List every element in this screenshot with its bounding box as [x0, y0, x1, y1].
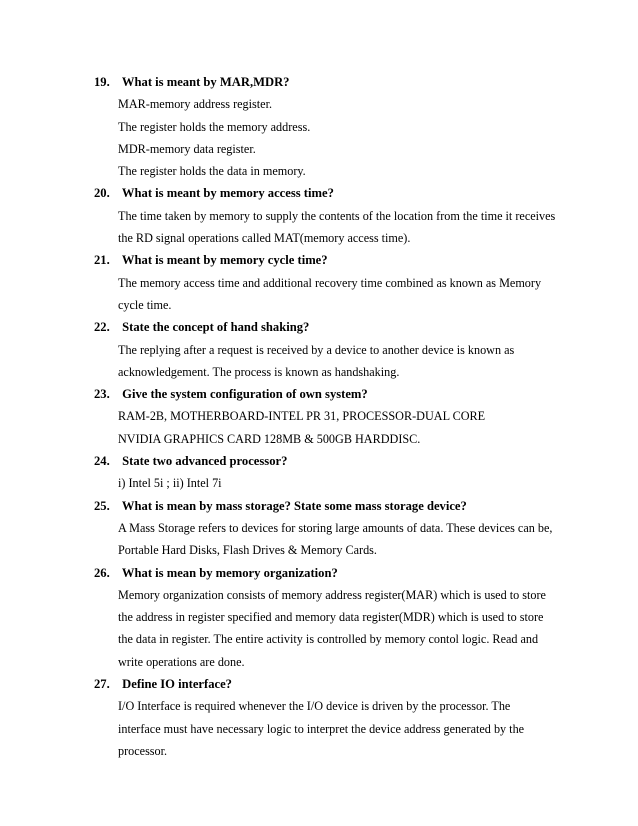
qa-item — [94, 673, 584, 762]
question-number: 25. — [94, 498, 110, 513]
answer-line: NVIDIA GRAPHICS CARD 128MB & 500GB HARDDISC. — [118, 431, 421, 446]
answer — [94, 584, 584, 673]
answer-line: The memory access time and additional recovery time combined as known as Memory — [118, 275, 542, 290]
question-heading — [94, 562, 584, 584]
qa-item — [94, 316, 584, 383]
answer-line: A Mass Storage refers to devices for storing large amounts of data. These devices can be, — [118, 520, 553, 535]
answer-line: The time taken by memory to supply the contents of the location from the time it receives — [118, 208, 556, 223]
question-heading — [94, 249, 584, 271]
question-number: 20. — [94, 186, 110, 201]
answer-line: the data in register. The entire activity is controlled by memory contol logic. Read and — [118, 632, 539, 647]
answer — [94, 695, 584, 762]
qa-item — [94, 562, 584, 673]
question-text: What is meant by memory cycle time? — [121, 253, 328, 268]
answer-line: MDR-memory data register. — [118, 141, 256, 156]
answer-line: The replying after a request is received by a device to another device is known as — [118, 342, 515, 357]
question-number: 19. — [94, 75, 110, 89]
answer — [94, 339, 584, 384]
answer-line: I/O Interface is required whenever the I/O device is driven by the processor. The — [118, 699, 511, 714]
answer-line: interface must have necessary logic to interpret the device address generated by the — [118, 721, 525, 736]
answer-line: Memory organization consists of memory address register(MAR) which is used to store — [118, 587, 546, 602]
question-number: 27. — [94, 677, 110, 692]
question-number: 26. — [94, 565, 110, 580]
answer-line: i) Intel 5i ; ii) Intel 7i — [118, 476, 222, 491]
answer-line: processor. — [118, 743, 168, 758]
answer — [94, 93, 584, 182]
answer-line: Portable Hard Disks, Flash Drives & Memory Cards. — [118, 543, 377, 558]
answer-line: acknowledgement. The process is known as handshaking. — [118, 364, 400, 379]
qa-item — [94, 182, 584, 249]
answer — [94, 205, 584, 250]
question-heading — [94, 673, 584, 695]
question-text: What is meant by memory access time? — [121, 186, 334, 201]
qa-item — [94, 383, 584, 450]
qa-item — [94, 495, 584, 562]
answer-line: write operations are done. — [118, 654, 245, 669]
answer — [94, 405, 584, 450]
answer-line: RAM-2B, MOTHERBOARD-INTEL PR 31, PROCESSOR-DUAL CORE — [118, 409, 486, 424]
qa-item — [94, 71, 584, 182]
question-text: What is mean by mass storage? State some mass storage device? — [121, 498, 467, 513]
question-text: State the concept of hand shaking? — [122, 320, 310, 335]
question-text: Give the system configuration of own system? — [122, 387, 368, 402]
question-heading — [94, 450, 584, 472]
question-number: 21. — [94, 253, 110, 268]
question-text: What is meant by MAR,MDR? — [121, 75, 290, 89]
question-text: What is mean by memory organization? — [121, 565, 338, 580]
qa-list — [94, 71, 584, 762]
answer — [94, 272, 584, 317]
question-text: Define IO interface? — [122, 677, 232, 692]
question-heading — [94, 182, 584, 204]
question-number: 22. — [94, 320, 110, 335]
qa-item — [94, 249, 584, 316]
question-number: 23. — [94, 387, 110, 402]
answer-line: the RD signal operations called MAT(memory access time). — [118, 231, 411, 246]
answer-line: cycle time. — [118, 297, 172, 312]
answer — [94, 517, 584, 562]
answer-line: The register holds the data in memory. — [118, 164, 306, 179]
answer-line: The register holds the memory address. — [118, 119, 311, 134]
question-heading — [94, 316, 584, 338]
question-heading — [94, 383, 584, 405]
question-heading — [94, 495, 584, 517]
answer-line: MAR-memory address register. — [118, 97, 273, 112]
qa-item — [94, 450, 584, 495]
answer-line: the address in register specified and memory data register(MDR) which is used to store — [118, 610, 544, 625]
answer — [94, 472, 584, 494]
question-text: State two advanced processor? — [122, 454, 288, 469]
question-heading — [94, 71, 584, 93]
question-number: 24. — [94, 454, 110, 469]
